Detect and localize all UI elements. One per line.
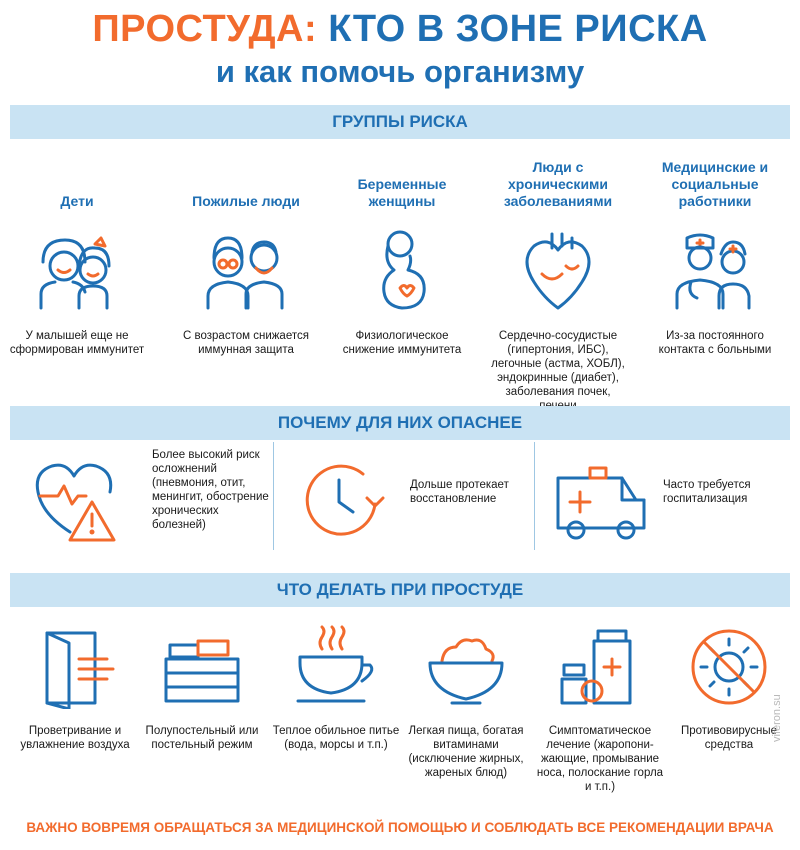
risk-group-chronic xyxy=(488,150,628,413)
risk-group-desc: Из-за постоянного контакта с больными xyxy=(658,330,772,356)
children-icon xyxy=(31,222,123,314)
risk-group-children xyxy=(7,150,147,357)
action-text: Противовирусные средства xyxy=(680,725,778,751)
title-main: КТО В ЗОНЕ РИСКА xyxy=(328,8,708,50)
section-header-why: ПОЧЕМУ ДЛЯ НИХ ОПАСНЕЕ xyxy=(10,406,790,440)
section-header-what-to-do: ЧТО ДЕЛАТЬ ПРИ ПРОСТУДЕ xyxy=(10,573,790,607)
action-item-warm-drink xyxy=(272,625,400,752)
risk-group-pregnant xyxy=(332,150,472,357)
risk-group-desc: Сердечно-сосудистые (гипертония, ИБС), легочные (астма, ХОБЛ), эндокринные (диабет), заболевания почек, xyxy=(491,330,625,398)
risk-group-title: Люди с хроническими заболеваниями xyxy=(503,159,613,209)
risk-group-title: Беременные женщины xyxy=(357,176,447,209)
why-text: Часто требуется госпитализация xyxy=(663,479,751,505)
risk-group-medical xyxy=(645,150,785,357)
action-item-symptomatic xyxy=(536,625,664,794)
why-item-hospital xyxy=(545,448,790,558)
action-text: Легкая пища, богатая витаминами (исключение жирных, жареных блюд) xyxy=(408,725,524,779)
risk-group-elderly xyxy=(176,150,316,357)
action-text: Симптоматическое лечение (жаропони-жающие, промывание носа, полоскание горла и т.п.) xyxy=(536,725,664,793)
action-text: Полупостельный или постельный режим xyxy=(145,725,259,751)
why-text: Дольше протекает восстановление xyxy=(410,479,509,505)
elderly-icon xyxy=(200,222,292,314)
bed-icon xyxy=(160,625,244,709)
risk-group-desc: Физиологическое снижение иммунитета xyxy=(342,330,462,356)
heart-warning-icon xyxy=(30,454,122,546)
pregnant-icon xyxy=(356,222,448,314)
action-item-bed-rest xyxy=(138,625,266,752)
risk-group-desc: С возрастом снижается иммунная защита xyxy=(183,330,309,356)
title-accent: ПРОСТУДА: xyxy=(92,8,318,50)
risk-group-title: Дети xyxy=(60,193,94,209)
why-item-recovery xyxy=(285,448,535,558)
tea-cup-icon xyxy=(294,625,378,709)
salad-bowl-icon xyxy=(424,625,508,709)
medical-workers-icon xyxy=(669,222,761,314)
why-text: Более высокий риск осложнений (пневмония, отит, менингит, обострение хронических болезней) xyxy=(152,449,269,531)
page-title xyxy=(0,8,800,51)
action-text: Проветривание и увлажнение воздуха xyxy=(20,725,130,751)
no-virus-icon xyxy=(687,625,771,709)
why-item-complications xyxy=(20,448,270,558)
watermark: viferon.su xyxy=(771,694,783,742)
action-item-light-food xyxy=(402,625,530,780)
footer-note: ВАЖНО ВОВРЕМЯ ОБРАЩАТЬСЯ ЗА МЕДИЦИНСКОЙ ПОМОЩЬЮ И СОБЛЮДАТЬ ВСЕ РЕКОМЕНДАЦИИ ВРАЧА xyxy=(26,820,774,835)
medicine-icon xyxy=(558,625,642,709)
ambulance-icon xyxy=(550,454,650,546)
divider xyxy=(273,442,274,550)
header xyxy=(0,0,800,100)
risk-group-title: Медицинские и социальные работники xyxy=(661,159,769,209)
action-item-ventilation xyxy=(11,625,139,752)
window-icon xyxy=(33,625,117,709)
clock-icon xyxy=(295,454,387,546)
divider xyxy=(534,442,535,550)
action-text: Теплое обильное питье (вода, морсы и т.п.) xyxy=(272,725,400,751)
heart-organ-icon xyxy=(512,222,604,314)
section-header-risk-groups: ГРУППЫ РИСКА xyxy=(10,105,790,139)
page-subtitle: и как помочь организму xyxy=(215,54,585,89)
risk-group-title: Пожилые люди xyxy=(192,193,300,209)
risk-group-desc: У малышей еще не сформирован иммунитет xyxy=(9,330,145,356)
